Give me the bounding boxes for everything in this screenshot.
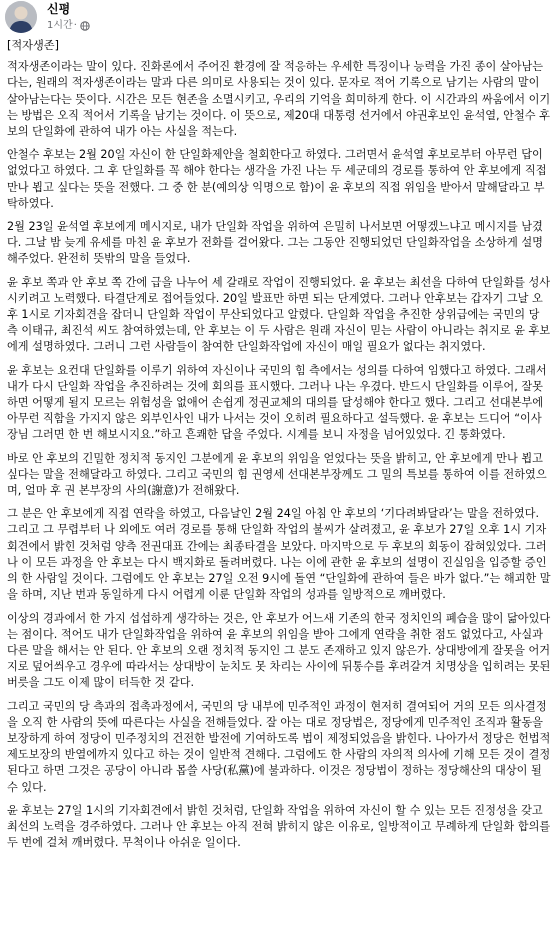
post-paragraph: 윤 후보는 요컨대 단일화를 이루기 위하여 자신이나 국민의 힘 측에서는 성의를 다하여 임했다고 하였다. 그래서 내가 다시 단일화 작업을 추진하려는 것에 회의를 표시했다. 그러나 나는 우겼다. 반드시 단일화를 이루어, 잘못하면 어떻게 될지 모르는 위험성을 없애어 손쉽게 정권교체의 대의를 달성해야 한다고 했다. 그리고 선대본부에 아무런 직함을 가지지 않은 외부인사인 내가 나서는 것이 오히려 필요하다고 설득했다. 윤 후보는 드디어 “이사장님 그러면 한 번 해보시지요.”하고 흔쾌한 답을 주었다. 시계를 보니 자정을 넘어있었다. 긴 통화였다.: [7, 363, 547, 442]
meta-separator: ·: [73, 20, 77, 31]
author-avatar[interactable]: [5, 1, 37, 33]
author-name[interactable]: 신평: [47, 2, 71, 16]
post-time[interactable]: 1시간: [47, 20, 73, 31]
post-paragraph: 2월 23일 윤석열 후보에게 메시지로, 내가 단일화 작업을 위하여 은밀히 나서보면 어떻겠느냐고 메시지를 남겼다. 그날 밤 늦게 유세를 마친 윤 후보가 전화를 걸어왔다. 그는 그동안 진행되었던 단일화작업을 소상하게 설명해주었다. 완전히 뜻밖의 말을 들었다.: [7, 220, 543, 266]
post-paragraph: 그 분은 안 후보에게 직접 연락을 하였고, 다음날인 2월 24일 아침 안 후보의 ‘기다려봐달라’는 말을 전하였다. 그리고 그 무렵부터 나 외에도 여러 경로를 통해 단일화 작업의 불씨가 살려졌고, 윤 후보가 27일 오후 1시 기자회견에서 밝힌 것처럼 양측 전권대표 간에는 최종타결을 보았다. 마지막으로 두 후보의 회동이 잡혀있었다. 그러나 이 모든 과정을 안 후보는 다시 백지화로 돌려버렸다. 나는 이에 관한 윤 후보의 설명이 진실임을 입증할 증인의 한 사람일 것이다. 그럼에도 안 후보는 27일 오전 9시에 돌연 “단일화에 관하여 들은 바가 없다.”는 해괴한 말을 하며, 지난 번과 동일하게 다시 어렵게 이룬 단일화 작업의 성과를 일방적으로 깨버렸다.: [7, 507, 551, 602]
post-paragraph: 안철수 후보는 2월 20일 자신이 한 단일화제안을 철회한다고 하였다. 그러면서 윤석열 후보로부터 아무런 답이 없었다고 하였다. 그 후 단일화를 꼭 해야 한다는 생각을 가진 나는 두 세군데의 경로를 통하여 안 후보에게 직접 만나 뵙고 싶다는 뜻을 전했다. 그 중 한 분(예의상 익명으로 함)이 윤 후보의 직접 위임을 받아서 말해달라고 부탁하였다.: [7, 148, 547, 210]
post-paragraph: 윤 후보 쪽과 안 후보 쪽 간에 급을 나누어 세 갈래로 작업이 진행되었다. 윤 후보는 최선을 다하여 단일화를 성사시키려고 노력했다. 타결단계로 접어들었다. 20일 발표만 하면 되는 단계였다. 그러나 안후보는 갑자기 그날 오후 1시로 기자회견을 잡더니 단일화 작업이 무산되었다고 알렸다. 단일화 작업을 추진한 상위급에는 국민의 당 측 이태규, 최진석 씨도 참여하였는데, 안 후보는 이 두 사람은 원래 자신이 믿는 사람이 아니라는 취지로 윤 후보에게 설명하였다. 그러니 그런 사람들이 참여한 단일화작업에 자신이 매일 필요가 없다는 취지였다.: [7, 275, 551, 354]
globe-icon[interactable]: [80, 21, 90, 31]
avatar-photo: [5, 1, 37, 33]
post-body: [7, 38, 552, 858]
post-paragraph: 윤 후보는 27일 1시의 기자회견에서 밝힌 것처럼, 단일화 작업을 위하여 자신이 할 수 있는 모든 진정성을 갖고 최선의 노력을 경주하였다. 그러나 안 후보는 아직 전혀 밝히지 않은 이유로, 일방적이고 무례하게 단일화 합의를 두 번에 걸쳐 깨버렸다. 무척이나 아쉬운 일이다.: [7, 803, 551, 850]
post-paragraph: 이상의 경과에서 한 가지 섭섭하게 생각하는 것은, 안 후보가 어느새 기존의 한국 정치인의 폐습을 많이 닮아있다는 점이다. 적어도 내가 단일화작업을 위하여 윤 후보의 위임을 받아 그에게 연락을 취한 점도 없었다고, 사실과 다른 말을 해서는 안 된다. 안 후보의 오랜 정치적 동지인 그 분도 존재하고 있지 않은가. 상대방에게 잘못을 어거지로 덮어씌우고 경우에 따라서는 상대방이 눈치도 못 차리는 사이에 뒤통수를 후려갈겨 치명상을 입히려는 못된 버릇을 그도 이제 많이 터득한 것 같다.: [7, 611, 551, 690]
post-title: [적자생존]: [7, 39, 59, 52]
post-paragraph: 바로 안 후보의 긴밀한 정치적 동지인 그분에게 윤 후보의 위임을 얻었다는 뜻을 밝히고, 안 후보에게 만나 뵙고 싶다는 말을 전해달라고 하였다. 그리고 국민의 힘 권영세 선대본부장께도 그 밀의 특보를 통하여 이를 전하였으며, 얼마 후 권 본부장의 사의(謝意)가 전해왔다.: [7, 451, 547, 498]
post-paragraph: 그리고 국민의 당 측과의 접촉과정에서, 국민의 당 내부에 민주적인 과정이 현저히 결여되어 거의 모든 의사결정을 오직 한 사람의 뜻에 따른다는 사실을 전해들었다. 잘 아는 대로 정당법은, 정당에게 민주적인 조직과 활동을 보장하게 하여 정당이 민주정치의 건전한 발전에 기여하도록 법이 제정되었음을 밝힌다. 나아가서 정당은 헌법적 제도보장의 반열에까지 있다고 하는 것이 일반적 견해다. 그럼에도 한 사람의 자의적 의사에 기해 모든 것이 결정된다고 하면 그것은 공당이 아니라 몹쓸 사당(私黨)에 불과하다. 이것은 정당법이 정하는 정당해산의 대상이 될 수 있다.: [7, 699, 551, 794]
post-paragraph: 적자생존이라는 말이 있다. 진화론에서 주어진 환경에 잘 적응하는 우세한 특징이나 능력을 가진 종이 살아남는다는, 원래의 적자생존이라는 말과 다른 의미로 사용되는 것이 있다. 문자로 적어 기록으로 남기는 사람의 말이 살아남는다는 뜻이다. 시간은 모든 현존을 소멸시키고, 우리의 기억을 희미하게 한다. 이 시간과의 싸움에서 이기는 방법은 오직 적어서 기록을 남기는 것이다. 이 뜻으로, 제20대 대통령 선거에서 야권후보인 윤석열, 안철수 후보의 단일화에 관하여 내가 아는 사실을 적는다.: [7, 60, 551, 139]
post-meta: [47, 19, 90, 33]
post-header: [0, 0, 559, 40]
